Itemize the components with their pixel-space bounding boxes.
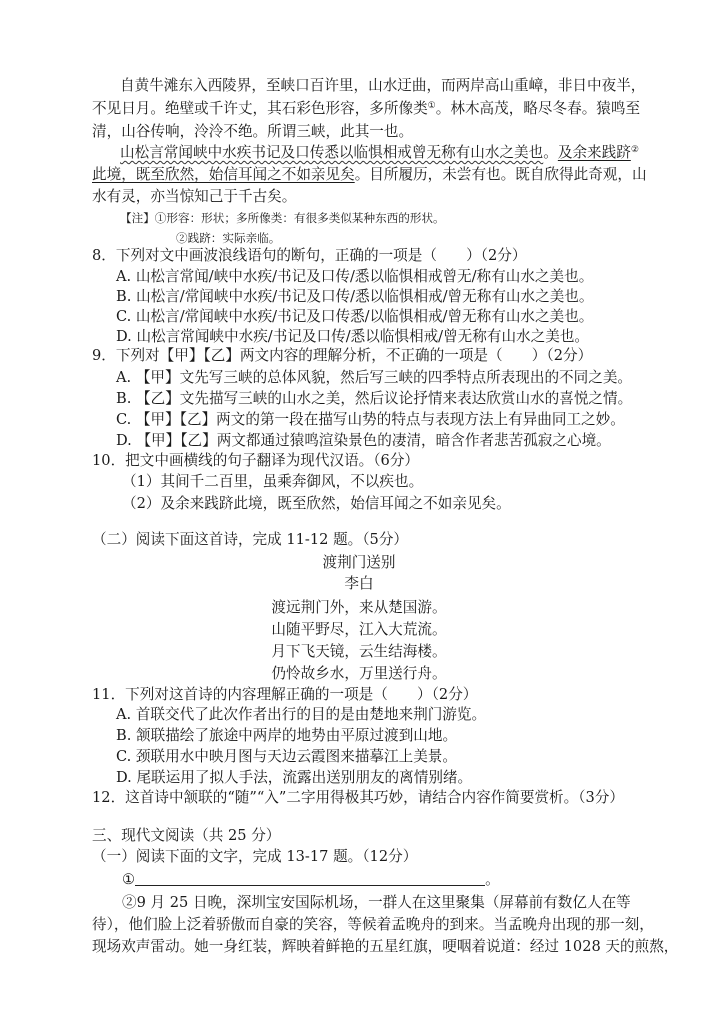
- fill-in-blank[interactable]: [135, 871, 485, 886]
- q9-option-d: D. 【甲】【乙】两文都通过猿鸣渲染景色的凄清，暗含作者悲苦孤寂之心境。: [116, 432, 611, 449]
- q8-option-d: D. 山松言常闻峡中水疾/书记及口传/悉以临惧相戒/曾无称有山水之美也。: [116, 328, 590, 345]
- blank-line-item: ① 。: [122, 871, 500, 888]
- q10-sentence-2: （2）及余来践跻此境，既至欣然，始信耳闻之不如亲见矣。: [122, 495, 511, 512]
- section-heading: （二）阅读下面这首诗，完成 11-12 题。（5分）: [92, 531, 409, 548]
- question-8-stem: 8．下列对文中画波浪线语句的断句，正确的一项是（ ）（2分）: [92, 247, 527, 264]
- passage-line: 清，山谷传响，泠泠不绝。所谓三峡，此其一也。: [92, 123, 414, 140]
- underlined-sentence: 此境，既至欣然，始信耳闻之不如亲见矣: [92, 166, 355, 183]
- passage-line: 水有灵，亦当惊知己于千古矣。: [92, 188, 297, 205]
- annotation-note: 【注】①形容：形状；多所像类：有很多类似某种东西的形状。: [120, 211, 445, 225]
- question-12-stem: 12．这首诗中颔联的“随”“入”二字用得极其巧妙，请结合内容作简要赏析。（3分）: [92, 789, 624, 806]
- q8-option-c: C. 山松言/常闻峡中水疾/书记及口传悉/以临惧相戒/曾无称有山水之美也。: [116, 308, 594, 325]
- q11-option-c: C. 颈联用水中映月图与天边云霞图来描摹江上美景。: [116, 748, 457, 765]
- question-9-stem: 9．下列对【甲】【乙】两文内容的理解分析，不正确的一项是（ ）（2分）: [92, 347, 593, 364]
- q11-option-b: B. 颔联描绘了旅途中两岸的地势由平原过渡到山地。: [116, 727, 458, 744]
- poem-author: 李白: [344, 575, 374, 592]
- passage-line: 山松言常闻峡中水疾书记及口传悉以临惧相戒曾无称有山水之美也。及余来践跻②: [120, 144, 639, 161]
- section-subheading: （一）阅读下面的文字，完成 13-17 题。（12分）: [92, 848, 418, 865]
- footnote-marker: ②: [630, 145, 639, 155]
- q8-option-a: A. 山松言常闻/峡中水疾/书记及口传/悉以临惧相戒曾无/称有山水之美也。: [116, 268, 594, 285]
- section-heading: 三、现代文阅读（共 25 分）: [92, 827, 281, 844]
- q10-sentence-1: （1）其间千二百里，虽乘奔御风，不以疾也。: [122, 473, 424, 490]
- q8-option-b: B. 山松言/常闻峡中水疾/书记及口传/悉以临惧相戒/曾无称有山水之美也。: [116, 288, 594, 305]
- q9-option-c: C. 【甲】【乙】两文的第一段在描写山势的特点与表现方法上有异曲同工之妙。: [116, 411, 625, 428]
- annotation-note: ②践跻：实际亲临。: [176, 231, 281, 245]
- passage-line: 此境，既至欣然，始信耳闻之不如亲见矣。目所履历，未尝有也。既自欣得此奇观，山: [92, 166, 647, 183]
- wavy-underlined-sentence: 山松言常闻峡中水疾书记及口传悉以临惧相戒曾无称有山水之美也: [120, 144, 544, 161]
- footnote-marker: ①: [427, 101, 436, 111]
- underlined-sentence: 及余来践跻: [557, 144, 631, 161]
- poem-line: 渡远荆门外，来从楚国游。: [271, 599, 447, 616]
- poem-line: 仍怜故乡水，万里送行舟。: [271, 665, 447, 682]
- article-line: 现场欢声雷动。她一身红装，辉映着鲜艳的五星红旗，哽咽着说道：经过 1028 天的煎熬，: [92, 938, 679, 955]
- question-11-stem: 11．下列对这首诗的内容理解正确的一项是（ ）（2分）: [92, 686, 478, 703]
- q11-option-a: A. 首联交代了此次作者出行的目的是由楚地来荆门游览。: [116, 706, 487, 723]
- q9-option-b: B. 【乙】文先描写三峡的山水之美，然后议论抒情来表达欣赏山水的喜悦之情。: [116, 390, 633, 407]
- article-line: ②9 月 25 日晚，深圳宝安国际机场，一群人在这里聚集（屏幕前有数亿人在等: [122, 894, 631, 911]
- q9-option-a: A. 【甲】文先写三峡的总体风貌，然后写三峡的四季特点所表现出的不同之美。: [116, 369, 633, 386]
- q11-option-d: D. 尾联运用了拟人手法，流露出送别朋友的离情别绪。: [116, 769, 473, 786]
- article-line: 待），他们脸上泛着骄傲而自豪的笑容，等候着孟晚舟的到来。当孟晚舟出现的那一刻，: [92, 916, 654, 933]
- passage-line: 不见日月。绝壁或千许丈，其石彩色形容，多所像类①。林木高茂，略尽冬春。猿鸣至: [92, 100, 641, 117]
- poem-line: 山随平野尽，江入大荒流。: [271, 621, 447, 638]
- passage-line: 自黄牛滩东入西陵界，至峡口百许里，山水迂曲，而两岸高山重嶂，非日中夜半，: [120, 77, 646, 94]
- poem-line: 月下飞天镜，云生结海楼。: [271, 643, 447, 660]
- poem-title: 渡荆门送别: [322, 554, 396, 571]
- question-10-stem: 10．把文中画横线的句子翻译为现代汉语。（6分）: [92, 452, 420, 469]
